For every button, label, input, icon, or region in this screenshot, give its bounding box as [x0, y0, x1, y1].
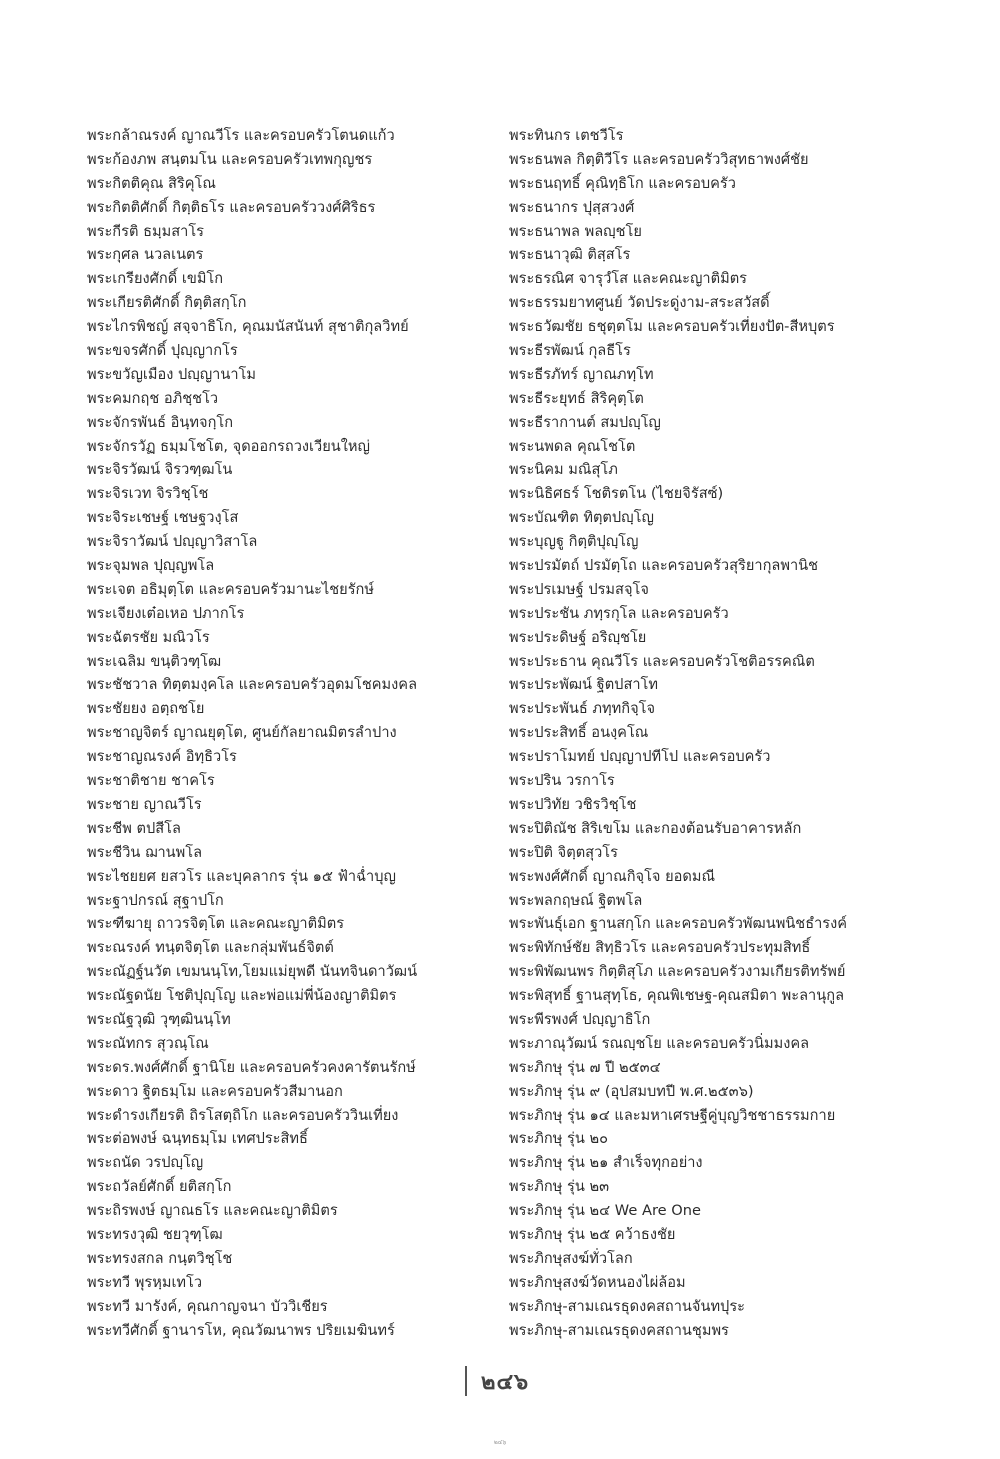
list-item: พระประสิทธิ์ อนงฺคโณ [509, 724, 649, 742]
list-item: พระดร.พงศ์ศักดิ์ ฐานิโย และครอบครัวคงคารัตนรักษ์ [87, 1058, 416, 1076]
list-item: พระนพดล คุณโชโต [509, 437, 636, 455]
list-item: พระภิกษุ รุ่น ๒๔ We Are One [509, 1202, 701, 1220]
list-item: พระต่อพงษ์ ฉนฺทธมฺโม เทศประสิทธิ์ [87, 1130, 308, 1148]
list-item: พระทินกร เตชวีโร [509, 127, 624, 144]
list-item: พระปิติ จิตฺตสุวโร [509, 843, 618, 861]
list-item: พระณัฏฐ์นวัต เขมนนฺโท,โยมแม่ยุพดี นันทจินดาวัฒน์ [87, 963, 418, 981]
list-item: พระปราโมทย์ ปญฺญาปทีโป และครอบครัว [509, 748, 771, 766]
list-item: พระชาย ญาณวีโร [87, 795, 202, 813]
list-item: พระไกรพิชญ์ สจฺจาธิโก, คุณมนัสนันท์ สุชาติกุลวิทย์ [87, 318, 409, 336]
list-item: พระเจียงเต๋อเหอ ปภากโร [87, 604, 245, 622]
list-item: พระทวีศักดิ์ ฐานารโห, คุณวัฒนาพร ปริยเมฆินทร์ [87, 1321, 395, 1339]
list-item: พระพิสุทธิ์ ฐานสุทฺโธ, คุณพิเชษฐ-คุณสมิตา พะลานุกูล [509, 987, 845, 1005]
list-item: พระประดิษฐ์ อริญฺชโย [509, 628, 647, 646]
list-item: พระฑีฆายุ ถาวรจิตฺโต และคณะญาติมิตร [87, 915, 345, 933]
list-item: พระณัฐดนัย โชติปุญฺโญ และพ่อแม่พี่น้องญาติมิตร [87, 987, 397, 1005]
list-item: พระนิคม มณิสุโภ [509, 461, 618, 479]
list-item: พระธรณิศ จารุวํโส และคณะญาติมิตร [509, 270, 748, 288]
list-item: พระภิกษุ รุ่น ๒๐ [509, 1130, 608, 1148]
list-item: พระจักรพันธ์ อินฺทจกฺโก [87, 413, 234, 431]
list-item: พระจุมพล ปุญฺญพโล [87, 557, 215, 575]
list-item: พระปิติณัช สิริเขโม และกองต้อนรับอาคารหลัก [509, 819, 802, 837]
list-item: พระกีรติ ธมฺมสาโร [87, 222, 205, 240]
list-item: พระกล้าณรงค์ ญาณวีโร และครอบครัวโตนดแก้ว [87, 127, 395, 144]
list-item: พระขวัญเมือง ปญฺญานาโม [87, 365, 256, 383]
list-item: พระขจรศักดิ์ ปุญฺญากโร [87, 342, 238, 360]
list-item: พระชัชวาล ทิตฺตมงฺคโล และครอบครัวอุดมโชคมงคล [87, 676, 418, 694]
list-item: พระประพันธ์ ภทฺทกิจฺโจ [509, 700, 656, 718]
list-item: พระเกียรติศักดิ์ กิตฺติสกฺโก [87, 294, 247, 312]
list-item: พระไชยยศ ยสวโร และบุคลากร รุ่น ๑๕ ฟ้าฉ่ำบุญ [87, 867, 396, 885]
list-item: พระภิกษุ-สามเณรธุดงคสถานชุมพร [509, 1321, 729, 1339]
list-item: พระพันธุ์เอก ฐานสกฺโก และครอบครัวพัฒนพนิชธำรงค์ [509, 915, 848, 933]
list-item: พระประธาน คุณวีโร และครอบครัวโชติอรรคณิต [509, 652, 815, 670]
list-item: พระกิตติศักดิ์ กิตฺติธโร และครอบครัววงศ์ศิริธร [87, 198, 376, 216]
list-item: พระชาติชาย ชาคโร [87, 772, 215, 790]
list-item: พระภิกษุ รุ่น ๒๕ คว้าธงชัย [509, 1225, 676, 1243]
list-item: พระถิรพงษ์ ญาณธโร และคณะญาติมิตร [87, 1202, 338, 1220]
list-item: พระธนฤทธิ์ คุณิทฺธิโก และครอบครัว [509, 174, 736, 192]
list-item: พระณรงค์ ทนฺตจิตฺโต และกลุ่มพันธ์จิตต์ [87, 939, 334, 957]
footer-page-mark: ๒๔๖ [493, 1439, 507, 1446]
list-item: พระปรมัตถ์ ปรมัตฺโถ และครอบครัวสุริยากุลพานิช [509, 557, 819, 575]
list-item: พระประพัฒน์ ฐิตปสาโท [509, 676, 659, 694]
list-item: พระพลกฤษณ์ ฐิตพโล [509, 891, 643, 909]
list-item: พระธนาวุฒิ ติสฺสโร [509, 246, 631, 264]
list-item: พระถนัด วรปญฺโญ [87, 1154, 204, 1172]
list-item: พระพิพัฒนพร กิตฺติสุโภ และครอบครัวงามเกียรติทรัพย์ [509, 963, 846, 981]
list-item: พระฉัตรชัย มณิวโร [87, 628, 210, 646]
list-item: พระภิกษุ รุ่น ๗ ปี ๒๕๓๔ [509, 1058, 661, 1076]
list-item: พระพงศ์ศักดิ์ ญาณกิจฺโจ ยอดมณี [509, 867, 716, 885]
list-item: พระทรงสกล กนฺตวิชฺโช [87, 1249, 233, 1267]
page-number-block [465, 1366, 529, 1396]
list-item: พระจักรวัฏ ธมฺมโชโต, จุดออกรถวงเวียนใหญ่ [87, 437, 370, 455]
list-item: พระประชัน ภทฺรกุโล และครอบครัว [509, 604, 729, 622]
list-item: พระดาว ฐิตธมฺโม และครอบครัวสีมานอก [87, 1082, 343, 1100]
list-item: พระธีรากานต์ สมปญฺโญ [509, 413, 661, 431]
list-item: พระปริน วรกาโร [509, 772, 615, 790]
page-number-divider [465, 1366, 467, 1396]
list-item: พระเจต อธิมุตฺโต และครอบครัวมานะไชยรักษ์ [87, 580, 375, 598]
list-item: พระชีพ ตปสีโล [87, 819, 181, 837]
list-item: พระจิรเวท จิรวิชฺโช [87, 485, 209, 503]
list-item: พระปรเมษฐ์ ปรมสจฺโจ [509, 580, 649, 598]
list-item: พระฐาปกรณ์ สุฐาปโก [87, 891, 224, 909]
list-item: พระธนาพล พลญฺชโย [509, 222, 642, 240]
list-item: พระธวัฒชัย ธชุตฺตโม และครอบครัวเที่ยงปัต-สีหบุตร [509, 318, 835, 336]
list-item: พระภิกษุ-สามเณรธุดงคสถานจันทปุระ [509, 1297, 746, 1315]
list-item: พระธนากร ปุสฺสวงศ์ [509, 198, 635, 216]
list-item: พระดำรงเกียรติ ถิรโสตฺถิโก และครอบครัววินเที่ยง [87, 1106, 399, 1124]
list-item: พระปวิทัย วชิรวิชฺโช [509, 795, 637, 813]
list-item: พระจิราวัฒน์ ปญฺญาวิสาโล [87, 533, 258, 551]
page-number: ๒๔๖ [481, 1369, 530, 1395]
list-item: พระณัฐวุฒิ วุฑฺฒินนฺโท [87, 1010, 231, 1028]
list-item: พระพิทักษ์ชัย สิทฺธิวโร และครอบครัวประทุมสิทธิ์ [509, 939, 811, 957]
list-item: พระบุญฐู กิตฺติปุญฺโญ [509, 533, 639, 551]
list-item: พระณัทกร สุวณฺโณ [87, 1034, 209, 1052]
list-item: พระกิตติคุณ สิริคุโณ [87, 174, 216, 192]
list-item: พระธนพล กิตฺติวีโร และครอบครัววิสุทธาพงศ์ชัย [509, 150, 809, 168]
list-item: พระชาญณรงค์ อิทฺธิวโร [87, 748, 237, 766]
list-item: พระภิกษุ รุ่น ๑๔ และมหาเศรษฐีคู่บุญวิชชาธรรมกาย [509, 1106, 836, 1124]
list-item: พระภาณุวัฒน์ รณญฺชโย และครอบครัวนิ่มมงคล [509, 1034, 810, 1052]
list-item: พระก้องภพ สนฺตมโน และครอบครัวเทพกุญชร [87, 150, 373, 168]
list-item: พระธีรพัฒน์ กุลธีโร [509, 342, 631, 360]
list-item: พระภิกษุ รุ่น ๒๑ สำเร็จทุกอย่าง [509, 1154, 703, 1172]
list-item: พระเกรียงศักดิ์ เขมิโก [87, 270, 224, 288]
list-item: พระเฉลิม ขนฺติวฑฺโฒ [87, 652, 222, 670]
list-item: พระธรรมยาทศูนย์ วัดประดู่งาม-สระสวัสดิ์ [509, 294, 770, 312]
list-item: พระชาญจิตร์ ญาณยุตฺโต, ศูนย์กัลยาณมิตรลำปาง [87, 724, 397, 742]
list-item: พระกุศล นวลเนตร [87, 246, 204, 264]
list-item: พระภิกษุ รุ่น ๒๓ [509, 1178, 610, 1196]
list-item: พระคมกฤช อภิชฺชโว [87, 389, 219, 407]
list-item: พระภิกษุสงฆ์วัดหนองไผ่ล้อม [509, 1273, 686, 1291]
list-item: พระพีรพงศ์ ปญฺญาธิโก [509, 1010, 651, 1028]
list-item: พระชัยยง อตฺถชโย [87, 700, 205, 718]
list-item: พระจิระเชษฐ์ เชษฐวงฺโส [87, 509, 239, 527]
list-item: พระธีรภัทร์ ญาณภทฺโท [509, 365, 654, 383]
list-item: พระทรงวุฒิ ชยวุฑฺโฒ [87, 1225, 223, 1243]
list-item: พระภิกษุสงฆ์ทั่วโลก [509, 1249, 633, 1267]
right-name-column [509, 124, 929, 1342]
left-name-column [87, 124, 487, 1342]
list-item: พระชีวิน ฌานพโล [87, 843, 203, 861]
list-item: พระทวี พุรหฺมเทโว [87, 1273, 203, 1291]
list-item: พระถวัลย์ศักดิ์ ยติสกฺโก [87, 1178, 232, 1196]
list-item: พระบัณฑิต ทิตฺตปญฺโญ [509, 509, 654, 527]
list-item: พระธีระยุทธ์ สิริคุตฺโต [509, 389, 644, 407]
list-item: พระจิรวัฒน์ จิรวฑฺฒโน [87, 461, 233, 479]
list-item: พระทวี มารังค์, คุณกาญจนา บัววิเชียร [87, 1297, 328, 1315]
list-item: พระภิกษุ รุ่น ๙ (อุปสมบทปี พ.ศ.๒๕๓๖) [509, 1082, 754, 1100]
list-item: พระนิธิศธร์ โชติรตโน (ไชยจิรัสซ์) [509, 485, 724, 503]
